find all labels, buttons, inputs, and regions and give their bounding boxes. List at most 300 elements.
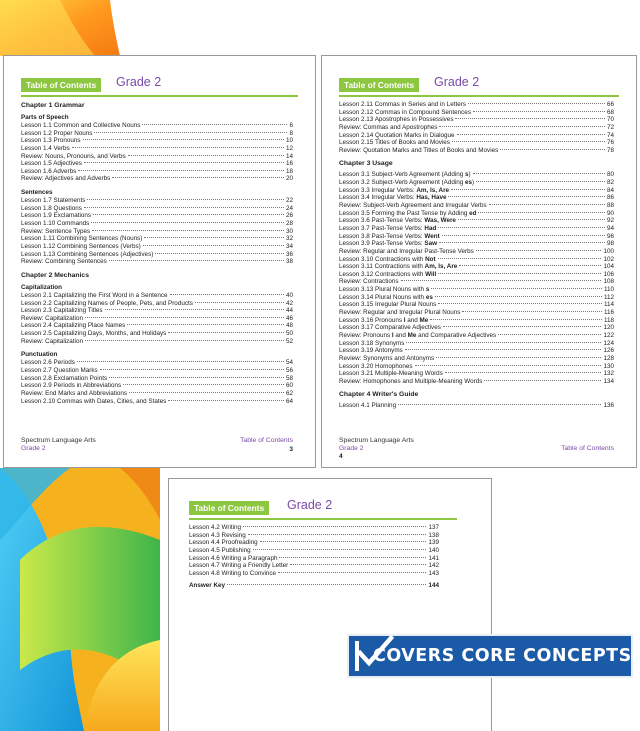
toc-entry xyxy=(21,243,293,251)
entry-title: Lesson 1.3 Pronouns xyxy=(21,137,81,145)
entry-title: Lesson 4.5 Publishing xyxy=(189,546,251,554)
dot-leader xyxy=(415,365,602,366)
dot-leader xyxy=(430,319,602,320)
dot-leader xyxy=(168,332,284,333)
entry-title: Lesson 3.5 Forming the Past Tense by Adding ed xyxy=(339,209,477,217)
toc-entry xyxy=(339,171,614,179)
entry-title: Lesson 3.12 Contractions with Will xyxy=(339,270,437,278)
toc-body xyxy=(189,524,439,590)
entry-page-number: 140 xyxy=(428,546,439,554)
entry-title: Lesson 1.2 Proper Nouns xyxy=(21,129,93,137)
entry-page-number: 54 xyxy=(285,359,293,367)
entry-title: Lesson 3.4 Irregular Verbs: Has, Have xyxy=(339,194,447,202)
entry-page-number: 122 xyxy=(603,331,614,339)
entry-page-number: 24 xyxy=(285,204,293,212)
entry-page-number: 86 xyxy=(606,194,614,202)
entry-page-number: 142 xyxy=(428,562,439,570)
entry-title: Lesson 1.12 Combining Sentences (Verbs) xyxy=(21,242,141,250)
entry-page-number: 136 xyxy=(603,402,614,410)
entry-title: Lesson 2.11 Commas in Series and in Letters xyxy=(339,101,466,108)
dot-leader xyxy=(128,155,284,156)
toc-entry xyxy=(339,271,614,279)
toc-entry xyxy=(21,175,293,183)
toc-entry xyxy=(21,307,293,315)
dot-leader xyxy=(478,212,605,213)
dot-leader xyxy=(85,317,284,318)
toc-entry xyxy=(21,130,293,138)
entry-page-number: 18 xyxy=(285,167,293,175)
entry-title: Lesson 3.15 Irregular Plural Nouns xyxy=(339,301,437,309)
dot-leader xyxy=(78,170,284,171)
entry-title: Lesson 2.14 Quotation Marks in Dialogue xyxy=(339,131,455,139)
dot-leader xyxy=(92,230,284,231)
entry-page-number: 38 xyxy=(285,258,293,266)
entry-page-number: 112 xyxy=(603,293,614,301)
page-number: 3 xyxy=(289,446,293,453)
dot-leader xyxy=(85,340,284,341)
dot-leader xyxy=(155,253,284,254)
dot-leader xyxy=(405,349,602,350)
footer-grade: Grade 2 xyxy=(339,445,364,452)
entry-page-number: 102 xyxy=(603,255,614,263)
toc-entry xyxy=(339,294,614,302)
dot-leader xyxy=(278,572,426,573)
entry-title: Review: Pronouns I and Me and Comparative Adjectives xyxy=(339,331,497,339)
dot-leader xyxy=(468,103,605,104)
dot-leader xyxy=(439,242,605,243)
entry-title: Review: Regular and Irregular Plural Nouns xyxy=(339,309,461,317)
entry-page-number: 100 xyxy=(603,247,614,255)
toc-entry xyxy=(21,168,293,176)
footer-grade: Grade 2 xyxy=(21,445,46,452)
entry-page-number: 12 xyxy=(285,144,293,152)
badge-text: COVERS CORE CONCEPTS xyxy=(373,646,632,666)
toc-entry xyxy=(21,330,293,338)
entry-title: Review: Regular and Irregular Past-Tense Verbs xyxy=(339,247,474,255)
toc-entry xyxy=(21,212,293,220)
entry-title: Lesson 4.4 Proofreading xyxy=(189,539,258,547)
dot-leader xyxy=(87,199,284,200)
entry-page-number: 6 xyxy=(289,122,293,129)
entry-title: Review: Contractions xyxy=(339,278,399,286)
entry-page-number: 36 xyxy=(285,250,293,258)
toc-entry xyxy=(339,378,614,386)
toc-page-left xyxy=(3,55,316,468)
entry-page-number: 110 xyxy=(603,286,614,294)
entry-page-number: 94 xyxy=(606,224,614,232)
dot-leader xyxy=(123,384,284,385)
dot-leader xyxy=(401,280,602,281)
toc-entry xyxy=(339,347,614,355)
entry-page-number: 126 xyxy=(603,347,614,355)
entry-title: Lesson 1.1 Common and Collective Nouns xyxy=(21,122,141,129)
entry-title: Review: Capitalization xyxy=(21,337,83,345)
entry-title: Lesson 1.9 Exclamations xyxy=(21,212,92,220)
entry-page-number: 120 xyxy=(603,324,614,332)
entry-title: Lesson 4.3 Revising xyxy=(189,531,246,539)
dot-leader xyxy=(500,149,605,150)
toc-entry xyxy=(21,258,293,266)
toc-entry xyxy=(339,332,614,340)
dot-leader xyxy=(457,134,605,135)
entry-page-number: 96 xyxy=(606,232,614,240)
dot-leader xyxy=(142,124,287,125)
entry-page-number: 14 xyxy=(285,152,293,160)
entry-page-number: 106 xyxy=(603,270,614,278)
page-footer xyxy=(21,437,96,453)
dot-leader xyxy=(458,219,605,220)
dot-leader xyxy=(84,207,284,208)
entry-title: Lesson 2.2 Capitalizing Names of People, Pets, and Products xyxy=(21,299,193,307)
entry-page-number: 90 xyxy=(606,209,614,217)
dot-leader xyxy=(435,296,602,297)
toc-entry xyxy=(339,317,614,325)
dot-leader xyxy=(439,126,605,127)
entry-page-number: 42 xyxy=(285,299,293,307)
toc-entry xyxy=(21,300,293,308)
entry-title: Lesson 2.15 Titles of Books and Movies xyxy=(339,139,450,147)
dot-leader xyxy=(484,380,601,381)
dot-leader xyxy=(438,273,601,274)
dot-leader xyxy=(143,245,284,246)
toc-body xyxy=(21,101,293,405)
entry-page-number: 138 xyxy=(428,531,439,539)
entry-page-number: 82 xyxy=(606,179,614,187)
entry-title: Lesson 3.11 Contractions with Am, Is, Are xyxy=(339,263,458,271)
entry-title: Review: Sentence Types xyxy=(21,227,91,235)
dot-leader xyxy=(91,222,284,223)
entry-page-number: 28 xyxy=(285,220,293,228)
entry-title: Lesson 2.13 Apostrophes in Possessives xyxy=(339,116,454,124)
entry-title: Lesson 3.8 Past-Tense Verbs: Went xyxy=(339,232,440,240)
section-heading: Punctuation xyxy=(21,351,58,359)
entry-page-number: 84 xyxy=(606,186,614,194)
toc-title-pill: Table of Contents xyxy=(189,501,269,515)
dot-leader xyxy=(436,357,601,358)
dot-leader xyxy=(248,534,427,535)
dot-leader xyxy=(451,189,605,190)
toc-entry xyxy=(339,233,614,241)
entry-page-number: 108 xyxy=(603,278,614,286)
dot-leader xyxy=(452,141,605,142)
entry-page-number: 26 xyxy=(285,212,293,220)
dot-leader xyxy=(406,342,601,343)
entry-page-number: 114 xyxy=(603,301,614,309)
entry-page-number: 16 xyxy=(285,160,293,168)
toc-entry xyxy=(339,363,614,371)
entry-title: Lesson 1.8 Questions xyxy=(21,204,82,212)
header-rule xyxy=(339,95,619,97)
dot-leader xyxy=(431,288,602,289)
section-heading: Parts of Speech xyxy=(21,114,69,121)
dot-leader xyxy=(112,177,284,178)
entry-title: Lesson 3.3 Irregular Verbs: Am, Is, Are xyxy=(339,186,450,194)
covers-core-concepts-badge xyxy=(347,634,633,678)
entry-page-number: 60 xyxy=(285,382,293,390)
dot-leader xyxy=(476,181,605,182)
toc-entry xyxy=(339,286,614,294)
entry-title: Lesson 2.3 Capitalizing Titles xyxy=(21,307,103,315)
entry-page-number: 48 xyxy=(285,322,293,330)
entry-title: Lesson 3.17 Comparative Adjectives xyxy=(339,324,441,332)
entry-title: Lesson 1.13 Combining Sentences (Adjectives) xyxy=(21,250,154,258)
entry-title: Lesson 2.9 Periods in Abbreviations xyxy=(21,382,122,390)
entry-title: Lesson 2.5 Capitalizing Days, Months, and Holidays xyxy=(21,330,167,338)
toc-entry xyxy=(21,220,293,228)
entry-title: Review: Subject-Verb Agreement and Irregular Verbs xyxy=(339,202,487,210)
toc-entry xyxy=(339,263,614,271)
toc-entry xyxy=(339,225,614,233)
entry-page-number: 124 xyxy=(603,339,614,347)
entry-page-number: 56 xyxy=(285,367,293,375)
entry-title: Lesson 3.2 Subject-Verb Agreement (Adding es) xyxy=(339,179,475,187)
entry-title: Lesson 4.1 Planning xyxy=(339,402,397,410)
chapter-heading: Chapter 2 Mechanics xyxy=(21,271,89,279)
entry-title: Lesson 2.8 Exclamation Points xyxy=(21,374,108,382)
dot-leader xyxy=(100,369,284,370)
entry-page-number: 132 xyxy=(603,370,614,378)
entry-title: Review: End Marks and Abbreviations xyxy=(21,389,128,397)
toc-entry xyxy=(21,359,293,367)
dot-leader xyxy=(462,311,602,312)
dot-leader xyxy=(489,204,605,205)
entry-page-number: 92 xyxy=(606,217,614,225)
entry-title: Lesson 4.6 Writing a Paragraph xyxy=(189,554,278,562)
entry-page-number: 139 xyxy=(428,539,439,547)
toc-title-pill: Table of Contents xyxy=(21,78,101,92)
series-title: Spectrum Language Arts xyxy=(339,437,414,444)
toc-entry xyxy=(21,382,293,390)
dot-leader xyxy=(195,302,284,303)
entry-page-number: 143 xyxy=(428,569,439,577)
entry-title: Lesson 2.12 Commas in Compound Sentences xyxy=(339,108,471,116)
entry-title: Lesson 1.4 Verbs xyxy=(21,144,70,152)
section-heading: Capitalization xyxy=(21,283,62,291)
toc-title-pill: Table of Contents xyxy=(339,78,419,92)
entry-title: Lesson 3.9 Past-Tense Verbs: Saw xyxy=(339,240,438,248)
chapter-heading: Chapter 4 Writer's Guide xyxy=(339,391,419,399)
toc-entry xyxy=(339,124,614,132)
entry-page-number: 46 xyxy=(285,314,293,322)
entry-page-number: 118 xyxy=(603,316,614,324)
entry-title: Lesson 2.10 Commas with Dates, Cities, and States xyxy=(21,397,167,405)
grade-label: Grade 2 xyxy=(434,75,480,89)
dot-leader xyxy=(243,526,426,527)
dot-leader xyxy=(144,237,284,238)
entry-title: Lesson 1.7 Statements xyxy=(21,197,86,205)
toc-entry xyxy=(339,301,614,309)
entry-page-number: 58 xyxy=(285,374,293,382)
toc-entry xyxy=(339,340,614,348)
toc-entry xyxy=(339,202,614,210)
entry-title: Lesson 3.20 Homophones xyxy=(339,362,413,370)
entry-title: Lesson 1.10 Commands xyxy=(21,220,90,228)
toc-entry xyxy=(21,367,293,375)
entry-page-number: 32 xyxy=(285,235,293,243)
dot-leader xyxy=(127,324,284,325)
entry-title: Review: Combining Sentences xyxy=(21,258,107,266)
entry-page-number: 80 xyxy=(606,171,614,179)
toc-entry xyxy=(189,555,439,563)
entry-title: Lesson 3.10 Contractions with Not xyxy=(339,255,436,263)
toc-entry xyxy=(339,324,614,332)
toc-header xyxy=(339,75,619,94)
dot-leader xyxy=(438,227,605,228)
dot-leader xyxy=(438,258,602,259)
toc-entry xyxy=(339,402,614,410)
header-rule xyxy=(189,518,457,520)
entry-title: Lesson 1.11 Combining Sentences (Nouns) xyxy=(21,235,143,243)
header-rule xyxy=(21,95,298,97)
entry-page-number: 116 xyxy=(603,309,614,317)
dot-leader xyxy=(455,118,605,119)
dot-leader xyxy=(93,214,284,215)
toc-entry xyxy=(21,251,293,259)
entry-page-number: 66 xyxy=(606,101,614,108)
toc-entry xyxy=(189,570,439,578)
toc-entry xyxy=(339,147,614,155)
entry-page-number: 62 xyxy=(285,389,293,397)
dot-leader xyxy=(448,196,605,197)
entry-title: Lesson 3.6 Past-Tense Verbs: Was, Were xyxy=(339,217,456,225)
dot-leader xyxy=(260,541,427,542)
dot-leader xyxy=(473,173,605,174)
checkmark-icon xyxy=(355,641,359,671)
entry-title: Lesson 3.14 Plural Nouns with es xyxy=(339,293,433,301)
entry-title: Review: Homophones and Multiple-Meaning Words xyxy=(339,377,483,385)
dot-leader xyxy=(398,404,601,405)
toc-entry xyxy=(339,187,614,195)
toc-entry xyxy=(21,145,293,153)
entry-page-number: 44 xyxy=(285,307,293,315)
entry-page-number: 74 xyxy=(606,131,614,139)
toc-entry xyxy=(21,122,293,130)
entry-page-number: 137 xyxy=(428,524,439,531)
toc-entry xyxy=(189,532,439,540)
entry-title: Lesson 4.8 Writing to Convince xyxy=(189,569,277,577)
entry-page-number: 130 xyxy=(603,362,614,370)
answer-key-entry: Answer Key 144 xyxy=(189,582,439,590)
toc-entry xyxy=(189,539,439,547)
entry-page-number: 98 xyxy=(606,240,614,248)
toc-entry xyxy=(339,116,614,124)
series-title: Spectrum Language Arts xyxy=(21,437,96,444)
entry-title: Lesson 1.5 Adjectives xyxy=(21,160,82,168)
toc-entry xyxy=(21,375,293,383)
chapter-heading: Chapter 1 Grammar xyxy=(21,102,85,109)
dot-leader xyxy=(109,377,284,378)
entry-title: Lesson 2.1 Capitalizing the First Word in a Sentence xyxy=(21,291,168,299)
entry-page-number: 76 xyxy=(606,139,614,147)
dot-leader xyxy=(279,557,426,558)
toc-entry xyxy=(339,139,614,147)
entry-page-number: 34 xyxy=(285,242,293,250)
dot-leader xyxy=(109,260,284,261)
dot-leader xyxy=(129,392,284,393)
grade-label: Grade 2 xyxy=(116,75,162,89)
toc-entry xyxy=(339,132,614,140)
entry-title: Review: Commas and Apostrophes xyxy=(339,123,438,131)
color-wave-bottom-left xyxy=(0,468,160,731)
entry-title: Lesson 4.2 Writing xyxy=(189,524,242,531)
entry-page-number: 72 xyxy=(606,123,614,131)
toc-entry xyxy=(339,210,614,218)
toc-entry xyxy=(21,235,293,243)
dot-leader xyxy=(94,132,287,133)
entry-page-number: 8 xyxy=(289,129,293,137)
toc-entry xyxy=(339,217,614,225)
entry-title: Review: Adjectives and Adverbs xyxy=(21,175,111,183)
entry-page-number: 50 xyxy=(285,330,293,338)
dot-leader xyxy=(498,334,601,335)
orange-swoosh xyxy=(0,0,120,56)
toc-entry xyxy=(21,160,293,168)
toc-header xyxy=(21,75,298,94)
dot-leader xyxy=(170,294,284,295)
entry-page-number: 141 xyxy=(428,554,439,562)
toc-header xyxy=(189,498,457,517)
toc-entry xyxy=(21,228,293,236)
toc-entry xyxy=(339,278,614,286)
dot-leader xyxy=(476,250,602,251)
dot-leader xyxy=(253,549,427,550)
entry-page-number: 22 xyxy=(285,197,293,205)
dot-leader xyxy=(84,162,284,163)
toc-page-bottom xyxy=(168,478,492,731)
entry-page-number: 10 xyxy=(285,137,293,145)
dot-leader xyxy=(72,147,284,148)
entry-page-number: 134 xyxy=(603,377,614,385)
toc-body xyxy=(339,101,614,410)
toc-entry xyxy=(339,355,614,363)
entry-title: Review: Nouns, Pronouns, and Verbs xyxy=(21,152,126,160)
entry-title: Lesson 3.18 Synonyms xyxy=(339,339,405,347)
toc-entry xyxy=(339,248,614,256)
toc-entry xyxy=(21,205,293,213)
toc-entry xyxy=(21,338,293,346)
entry-title: Review: Synonyms and Antonyms xyxy=(339,354,435,362)
dot-leader xyxy=(443,326,602,327)
chapter-heading: Chapter 3 Usage xyxy=(339,160,393,168)
toc-entry xyxy=(21,322,293,330)
entry-title: Lesson 3.21 Multiple-Meaning Words xyxy=(339,370,443,378)
entry-page-number: 20 xyxy=(285,175,293,183)
dot-leader xyxy=(290,564,426,565)
toc-entry xyxy=(339,370,614,378)
section-heading: Sentences xyxy=(21,189,53,197)
entry-page-number: 40 xyxy=(285,291,293,299)
toc-entry xyxy=(339,109,614,117)
toc-entry xyxy=(339,240,614,248)
toc-entry xyxy=(21,315,293,323)
toc-entry xyxy=(21,153,293,161)
toc-entry xyxy=(339,309,614,317)
entry-page-number: 30 xyxy=(285,227,293,235)
toc-entry xyxy=(21,390,293,398)
entry-title: Lesson 2.7 Question Marks xyxy=(21,367,98,375)
toc-entry xyxy=(189,524,439,532)
toc-entry xyxy=(21,137,293,145)
page-footer xyxy=(339,437,414,453)
entry-page-number: 68 xyxy=(606,108,614,116)
toc-entry xyxy=(339,101,614,109)
entry-page-number: 88 xyxy=(606,202,614,210)
entry-title: Lesson 3.7 Past-Tense Verbs: Had xyxy=(339,224,437,232)
footer-section: Table of Contents xyxy=(240,437,293,444)
toc-page-right xyxy=(321,55,637,468)
entry-title: Review: Capitalization xyxy=(21,314,83,322)
entry-title: Lesson 2.4 Capitalizing Place Names xyxy=(21,322,126,330)
